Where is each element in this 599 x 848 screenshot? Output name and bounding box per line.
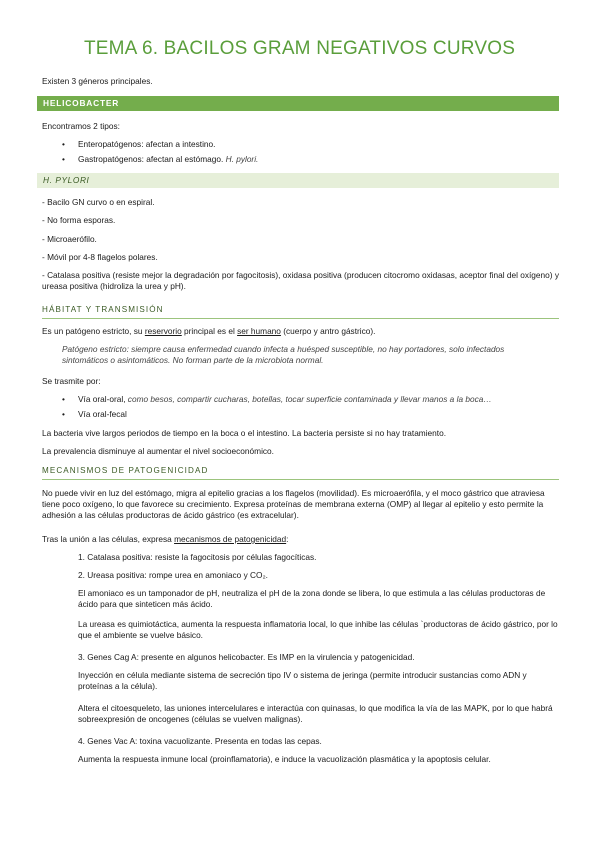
list-item: Enteropatógenos: afectan a intestino. bbox=[78, 139, 216, 149]
list-item: Gastropatógenos: afectan al estómago. H. pylori. bbox=[78, 154, 259, 164]
definition-note: Patógeno estricto: siempre causa enfermedad cuando infecta a huésped susceptible, no hay portadores, solo infectados sintomáticos o asintomáticos. No forman parte de la microbiota normal. bbox=[62, 344, 505, 365]
transmission-intro: Se trasmite por: bbox=[42, 376, 101, 386]
mechanism-item: 1. Catalasa positiva: resiste la fagocitosis por células fagocíticas. bbox=[78, 552, 317, 562]
fact-item: - No forma esporas. bbox=[42, 215, 116, 225]
list-item: Vía oral-oral, como besos, compartir cucharas, botellas, tocar superficie contaminada y llevar manos a la boca… bbox=[78, 394, 492, 404]
bullet-icon: • bbox=[62, 409, 65, 419]
types-intro: Encontramos 2 tipos: bbox=[42, 121, 120, 131]
subsection-heading-habitat: HÁBITAT Y TRANSMISIÓN bbox=[42, 304, 559, 319]
subsection-heading-mechanisms: MECANISMOS DE PATOGENICIDAD bbox=[42, 465, 559, 480]
mechanism-detail: La ureasa es quimiotáctica, aumenta la respuesta inflamatoria local, lo que inhibe las células `productoras de ácido gástrico, por lo que el ambiente se vuelve básico. bbox=[78, 619, 558, 640]
habitat-paragraph: Es un patógeno estricto, su reservorio principal es el ser humano (cuerpo y antro gástrico). bbox=[42, 326, 376, 336]
bullet-icon: • bbox=[62, 139, 65, 149]
mechanism-item: 3. Genes Cag A: presente en algunos helicobacter. Es IMP en la virulencia y patogenicidad. bbox=[78, 652, 415, 662]
mechanism-detail: Altera el citoesqueleto, las uniones intercelulares e interactúa con quinasas, lo que modifica la vía de las MAPK, por lo que habrá sobreexpresión de oncogenes (células se vuelven malignas). bbox=[78, 703, 553, 724]
mechanism-item: 4. Genes Vac A: toxina vacuolizante. Presenta en todas las cepas. bbox=[78, 736, 322, 746]
fact-item: - Bacilo GN curvo o en espiral. bbox=[42, 197, 155, 207]
intro-text: Existen 3 géneros principales. bbox=[42, 76, 153, 86]
bullet-icon: • bbox=[62, 394, 65, 404]
enzymes-paragraph: - Catalasa positiva (resiste mejor la degradación por fagocitosis), oxidasa positiva (producen citocromo oxidasas, aceptor final del oxígeno) y ureasa positiva (hidroliza la urea y pH). bbox=[42, 270, 559, 291]
section-heading-helicobacter: HELICOBACTER bbox=[37, 96, 559, 111]
bullet-icon: • bbox=[62, 154, 65, 164]
paragraph: La prevalencia disminuye al aumentar el nivel socioeconómico. bbox=[42, 446, 274, 456]
mechanism-item: 2. Ureasa positiva: rompe urea en amoniaco y CO₂. bbox=[78, 570, 268, 580]
list-item: Vía oral-fecal bbox=[78, 409, 127, 419]
mechanisms-intro: No puede vivir en luz del estómago, migra al epitelio gracias a los flagelos (movilidad). Es microaerófila, y el moco gástrico que atraviesa tiene poco oxígeno, lo que favorece su crecimiento. Expresa proteínas de membrana externa (OMP) al llegar al epitelio y esto permite la adhesión a las células productoras de ácido gástrico (es extracelular). bbox=[42, 488, 545, 520]
mechanisms-lead: Tras la unión a las células, expresa mecanismos de patogenicidad: bbox=[42, 534, 289, 544]
fact-item: - Móvil por 4-8 flagelos polares. bbox=[42, 252, 158, 262]
mechanism-detail: Inyección en célula mediante sistema de secreción tipo IV o sistema de jeringa (permite introducir sustancias como ADN y proteínas a la célula). bbox=[78, 670, 527, 691]
paragraph: La bacteria vive largos periodos de tiempo en la boca o el intestino. La bacteria persiste si no hay tratamiento. bbox=[42, 428, 447, 438]
mechanism-detail: Aumenta la respuesta inmune local (proinflamatoria), e induce la vacuolización plasmática y la apoptosis celular. bbox=[78, 754, 491, 764]
page-title: TEMA 6. BACILOS GRAM NEGATIVOS CURVOS bbox=[83, 38, 516, 59]
fact-item: - Microaerófilo. bbox=[42, 234, 97, 244]
mechanism-detail: El amoniaco es un tamponador de pH, neutraliza el pH de la zona donde se libera, lo que estimula a las células productoras de ácido para que sinteticen más ácido. bbox=[78, 588, 546, 609]
subsection-heading-hpylori: H. PYLORI bbox=[37, 173, 559, 188]
